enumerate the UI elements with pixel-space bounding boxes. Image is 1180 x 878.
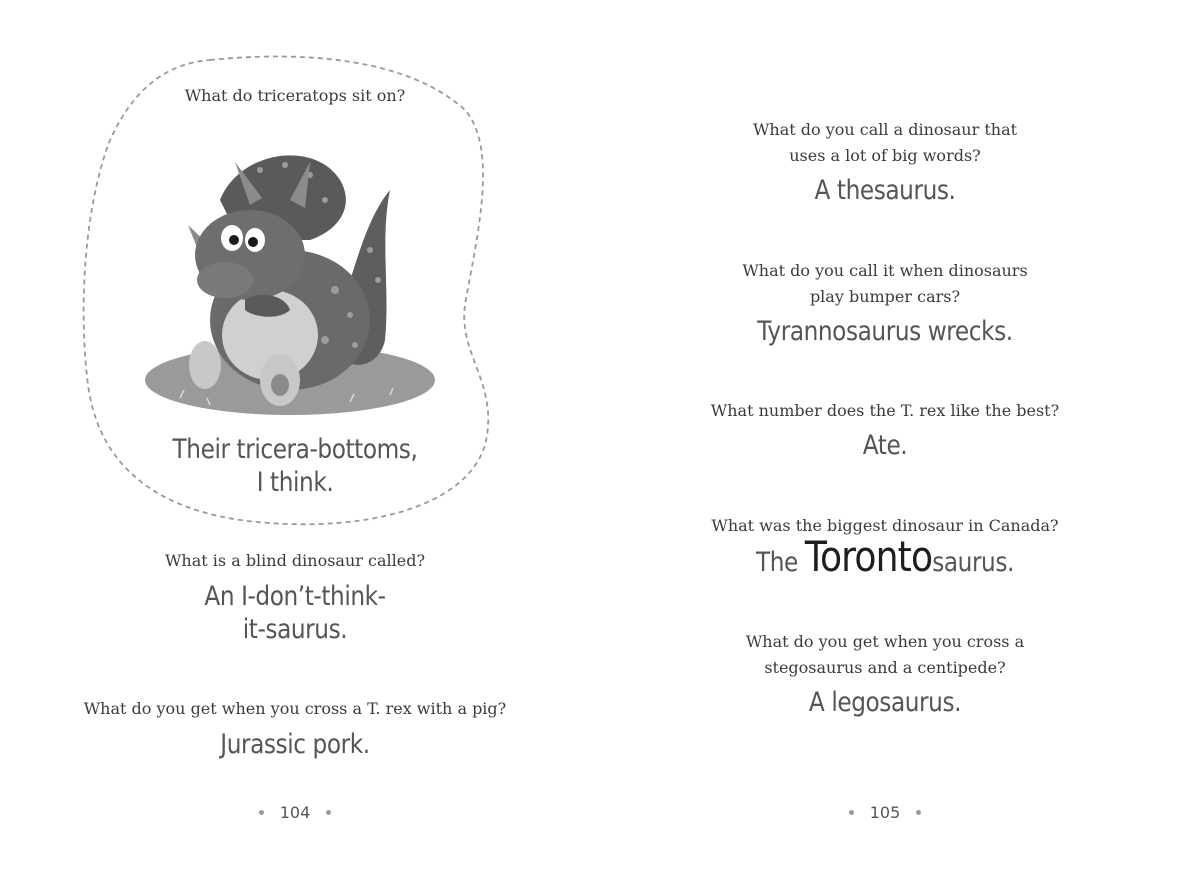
joke-question: What do you call it when dinosaurs play bumper cars? bbox=[742, 261, 1028, 306]
joke-answer: The Torontosaurus. bbox=[756, 532, 1014, 581]
joke-question: What is a blind dinosaur called? bbox=[164, 551, 426, 570]
joke-question: What was the biggest dinosaur in Canada? bbox=[711, 516, 1059, 535]
featured-question: What do triceratops sit on? bbox=[184, 86, 406, 105]
joke-question: What do you get when you cross a T. rex with a pig? bbox=[83, 699, 507, 718]
bullet-dot bbox=[326, 810, 331, 815]
bullet-dot bbox=[849, 810, 854, 815]
page-number: 104 bbox=[0, 803, 590, 822]
joke-answer: Ate. bbox=[862, 430, 908, 461]
joke-answer: Tyrannosaurus wrecks. bbox=[757, 316, 1013, 347]
joke-answer: A thesaurus. bbox=[814, 175, 956, 206]
triceratops-illustration bbox=[140, 130, 440, 420]
answer-emphasis: Toronto bbox=[804, 532, 933, 581]
joke-answer: A legosaurus. bbox=[808, 687, 962, 718]
page-number: 105 bbox=[590, 803, 1180, 822]
featured-answer: Their tricera-bottoms, I think. bbox=[172, 434, 418, 498]
joke-answer: An I-don’t-think- it-saurus. bbox=[204, 581, 386, 645]
right-page bbox=[590, 0, 1180, 878]
joke-question: What do you get when you cross a stegosaurus and a centipede? bbox=[745, 632, 1025, 677]
bullet-dot bbox=[916, 810, 921, 815]
joke-answer: Jurassic pork. bbox=[220, 729, 370, 760]
joke-question: What do you call a dinosaur that uses a lot of big words? bbox=[752, 120, 1018, 165]
bullet-dot bbox=[259, 810, 264, 815]
joke-question: What number does the T. rex like the best? bbox=[710, 401, 1060, 420]
